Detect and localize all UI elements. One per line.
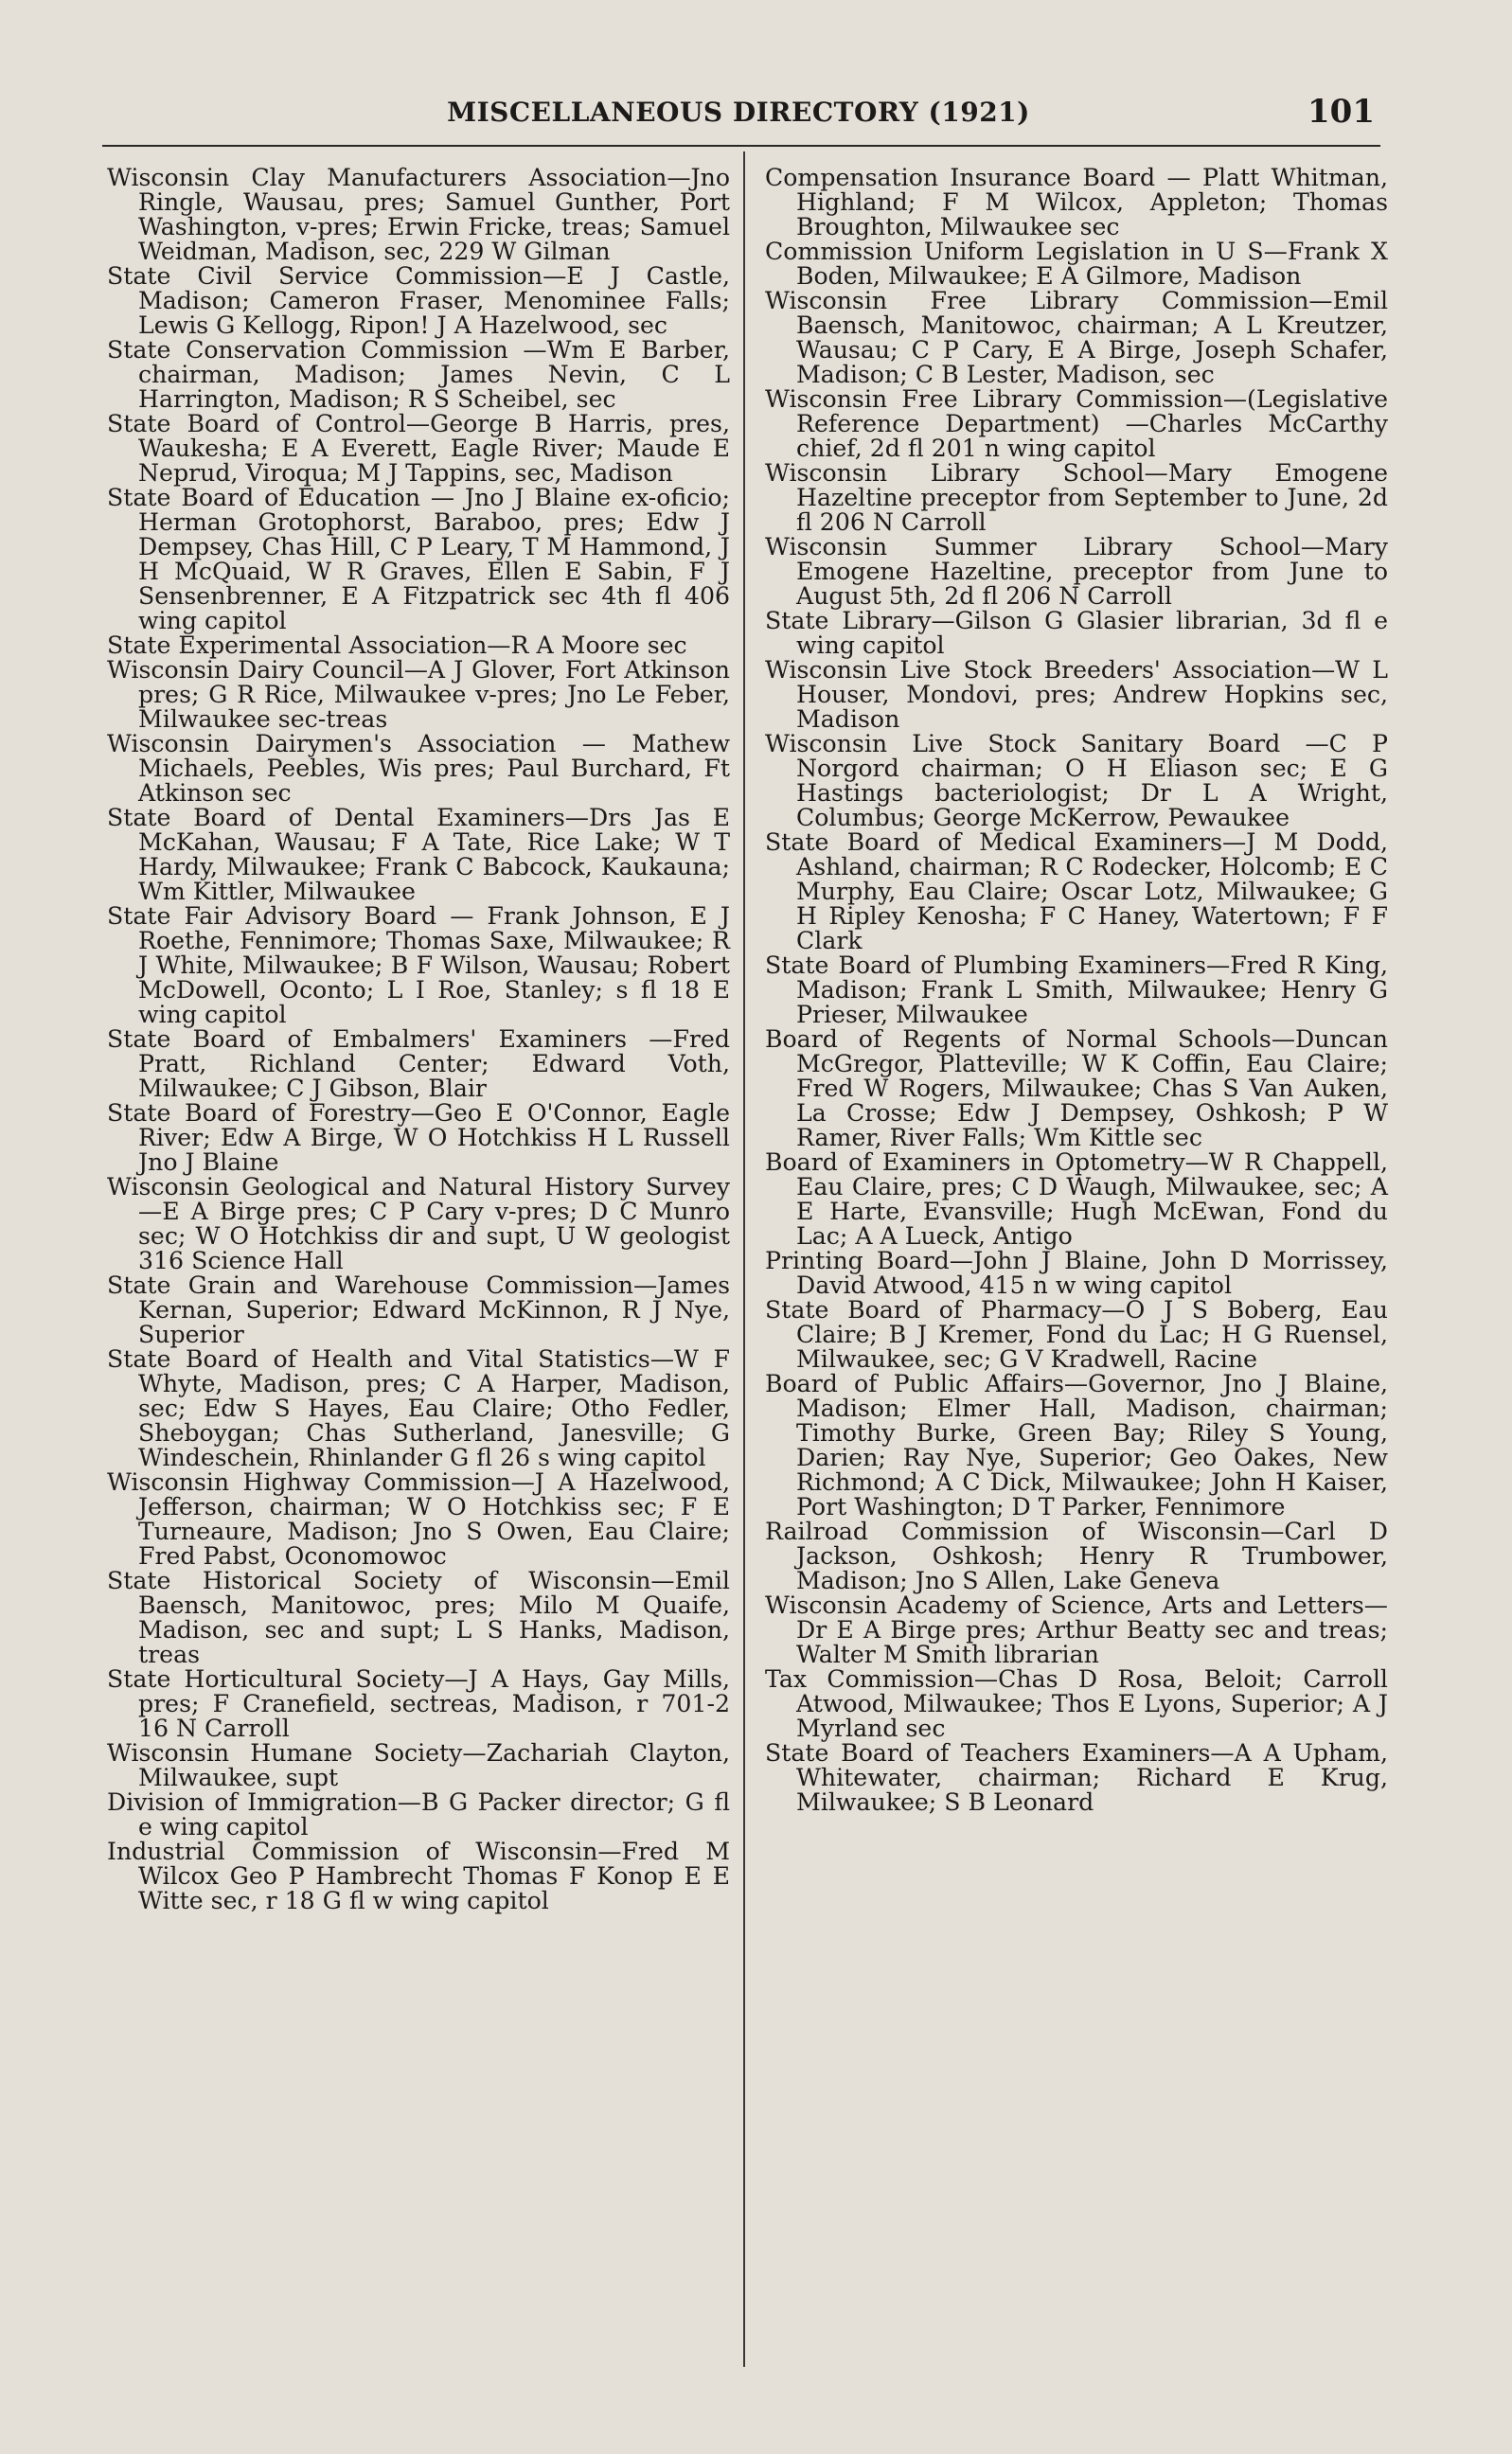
directory-entry: State Board of Forestry—Geo E O'Connor, Eagle River; Edw A Birge, W O Hotchkiss H L Russell Jno J Blaine [107,1099,730,1176]
directory-entry: State Board of Medical Examiners—J M Dodd, Ashland, chairman; R C Rodecker, Holcomb; E C Murphy, Eau Claire; Oscar Lotz, Milwaukee; G H Ripley Kenosha; F C Haney, Watertown; F F Clark [765,828,1388,954]
directory-entry: Wisconsin Dairy Council—A J Glover, Fort Atkinson pres; G R Rice, Milwaukee v-pres; Jno Le Feber, Milwaukee sec-treas [107,656,730,733]
directory-entry: Wisconsin Summer Library School—Mary Emogene Hazeltine, preceptor from June to August 5th, 2d fl 206 N Carroll [765,533,1388,610]
directory-entry: Compensation Insurance Board — Platt Whitman, Highland; F M Wilcox, Appleton; Thomas Broughton, Milwaukee sec [765,164,1388,240]
directory-entry: State Experimental Association—R A Moore sec [107,631,687,659]
directory-entry: Wisconsin Free Library Commission—Emil Baensch, Manitowoc, chairman; A L Kreutzer, Wausau; C P Cary, E A Birge, Joseph Schafer, Madison; C B Lester, Madison, sec [765,287,1388,388]
directory-entry: State Fair Advisory Board — Frank Johnson, E J Roethe, Fennimore; Thomas Saxe, Milwaukee; R J White, Milwaukee; B F Wilson, Wausau; Robert McDowell, Oconto; L I Roe, Stanley; s fl 18 E wing capitol [107,902,730,1028]
directory-entry: Wisconsin Dairymen's Association — Mathew Michaels, Peebles, Wis pres; Paul Burchard, Ft Atkinson sec [107,730,730,807]
page-header [95,91,1382,138]
directory-entry: Commission Uniform Legislation in U S—Frank X Boden, Milwaukee; E A Gilmore, Madison [765,238,1388,290]
directory-entry: State Horticultural Society—J A Hays, Gay Mills, pres; F Cranefield, sectreas, Madison, r 701-2 16 N Carroll [107,1665,730,1742]
directory-entry: State Board of Plumbing Examiners—Fred R King, Madison; Frank L Smith, Milwaukee; Henry G Prieser, Milwaukee [765,951,1388,1028]
directory-entry: State Board of Education — Jno J Blaine ex-oficio; Herman Grotophorst, Baraboo, pres; Edw J Dempsey, Chas Hill, C P Leary, T M Hammond, J H McQuaid, W R Graves, Ellen E Sabin, F J Sensenbrenner, E A Fitzpatrick sec 4th fl 406 wing capitol [107,484,730,634]
directory-entry: State Board of Health and Vital Statistics—W F Whyte, Madison, pres; C A Harper, Madison, sec; Edw S Hayes, Eau Claire; Otho Fedler, Sheboygan; Chas Sutherland, Janesville; G Windeschein, Rhinlander G fl 26 s wing capitol [107,1345,730,1471]
directory-entry: Industrial Commission of Wisconsin—Fred M Wilcox Geo P Hambrecht Thomas F Konop E E Witte sec, r 18 G fl w wing capitol [107,1838,730,1914]
directory-entry: State Conservation Commission —Wm E Barber, chairman, Madison; James Nevin, C L Harrington, Madison; R S Scheibel, sec [107,336,730,413]
directory-entry: State Board of Teachers Examiners—A A Upham, Whitewater, chairman; Richard E Krug, Milwaukee; S B Leonard [765,1739,1388,1816]
directory-entry: State Grain and Warehouse Commission—James Kernan, Superior; Edward McKinnon, R J Nye, Superior [107,1271,730,1348]
directory-entry: Wisconsin Geological and Natural History Survey—E A Birge pres; C P Cary v-pres; D C Munro sec; W O Hotchkiss dir and supt, U W geologist 316 Science Hall [107,1173,730,1274]
directory-entry: State Board of Pharmacy—O J S Boberg, Eau Claire; B J Kremer, Fond du Lac; H G Ruensel, Milwaukee, sec; G V Kradwell, Racine [765,1296,1388,1373]
page-title: MISCELLANEOUS DIRECTORY (1921) [447,97,1030,128]
directory-entry: State Board of Embalmers' Examiners —Fred Pratt, Richland Center; Edward Voth, Milwaukee; C J Gibson, Blair [107,1025,730,1102]
directory-entry: State Board of Control—George B Harris, pres, Waukesha; E A Everett, Eagle River; Maude E Neprud, Viroqua; M J Tappins, sec, Madison [107,410,730,487]
directory-entry: Wisconsin Clay Manufacturers Association—Jno Ringle, Wausau, pres; Samuel Gunther, Port Washington, v-pres; Erwin Fricke, treas; Samuel Weidman, Madison, sec, 229 W Gilman [107,164,730,265]
directory-entry: Board of Regents of Normal Schools—Duncan McGregor, Platteville; W K Coffin, Eau Claire; Fred W Rogers, Milwaukee; Chas S Van Auken, La Crosse; Edw J Dempsey, Oshkosh; P W Ramer, River Falls; Wm Kittle sec [765,1025,1388,1151]
directory-entry: Wisconsin Live Stock Sanitary Board —C P Norgord chairman; O H Eliason sec; E G Hastings bacteriologist; Dr L A Wright, Columbus; George McKerrow, Pewaukee [765,730,1388,831]
directory-entry: Wisconsin Humane Society—Zachariah Clayton, Milwaukee, supt [107,1739,730,1791]
directory-entry: Wisconsin Live Stock Breeders' Association—W L Houser, Mondovi, pres; Andrew Hopkins sec, Madison [765,656,1388,733]
directory-entry: Wisconsin Free Library Commission—(Legislative Reference Department) —Charles McCarthy chief, 2d fl 201 n wing capitol [765,385,1388,462]
directory-entry: State Library—Gilson G Glasier librarian, 3d fl e wing capitol [765,607,1388,659]
header-rule [102,145,1380,147]
column-divider [743,151,745,2367]
directory-entry: Wisconsin Academy of Science, Arts and Letters—Dr E A Birge pres; Arthur Beatty sec and treas; Walter M Smith librarian [765,1592,1388,1668]
directory-entry: Railroad Commission of Wisconsin—Carl D Jackson, Oshkosh; Henry R Trumbower, Madison; Jno S Allen, Lake Geneva [765,1518,1388,1594]
left-column [107,166,730,1913]
directory-entry: Printing Board—John J Blaine, John D Morrissey, David Atwood, 415 n w wing capitol [765,1247,1388,1299]
directory-entry: Board of Examiners in Optometry—W R Chappell, Eau Claire, pres; C D Waugh, Milwaukee, sec; A E Harte, Evansville; Hugh McEwan, Fond du Lac; A A Lueck, Antigo [765,1148,1388,1250]
directory-entry: Division of Immigration—B G Packer director; G fl e wing capitol [107,1788,730,1840]
page-number: 101 [1307,93,1375,131]
directory-entry: State Board of Dental Examiners—Drs Jas E McKahan, Wausau; F A Tate, Rice Lake; W T Hardy, Milwaukee; Frank C Babcock, Kaukauna; Wm Kittler, Milwaukee [107,804,730,905]
right-column [765,166,1388,1815]
directory-entry: Wisconsin Highway Commission—J A Hazelwood, Jefferson, chairman; W O Hotchkiss sec; F E Turneaure, Madison; Jno S Owen, Eau Claire; Fred Pabst, Oconomowoc [107,1468,730,1570]
directory-entry: Board of Public Affairs—Governor, Jno J Blaine, Madison; Elmer Hall, Madison, chairman; Timothy Burke, Green Bay; Riley S Young, Darien; Ray Nye, Superior; Geo Oakes, New Richmond; A C Dick, Milwaukee; John H Kaiser, Port Washington; D T Parker, Fennimore [765,1370,1388,1520]
directory-entry: Tax Commission—Chas D Rosa, Beloit; Carroll Atwood, Milwaukee; Thos E Lyons, Superior; A J Myrland sec [765,1665,1388,1742]
directory-entry: State Civil Service Commission—E J Castle, Madison; Cameron Fraser, Menominee Falls; Lewis G Kellogg, Ripon! J A Hazelwood, sec [107,262,730,339]
directory-entry: State Historical Society of Wisconsin—Emil Baensch, Manitowoc, pres; Milo M Quaife, Madison, sec and supt; L S Hanks, Madison, treas [107,1567,730,1668]
directory-entry: Wisconsin Library School—Mary Emogene Hazeltine preceptor from September to June, 2d fl 206 N Carroll [765,459,1388,536]
